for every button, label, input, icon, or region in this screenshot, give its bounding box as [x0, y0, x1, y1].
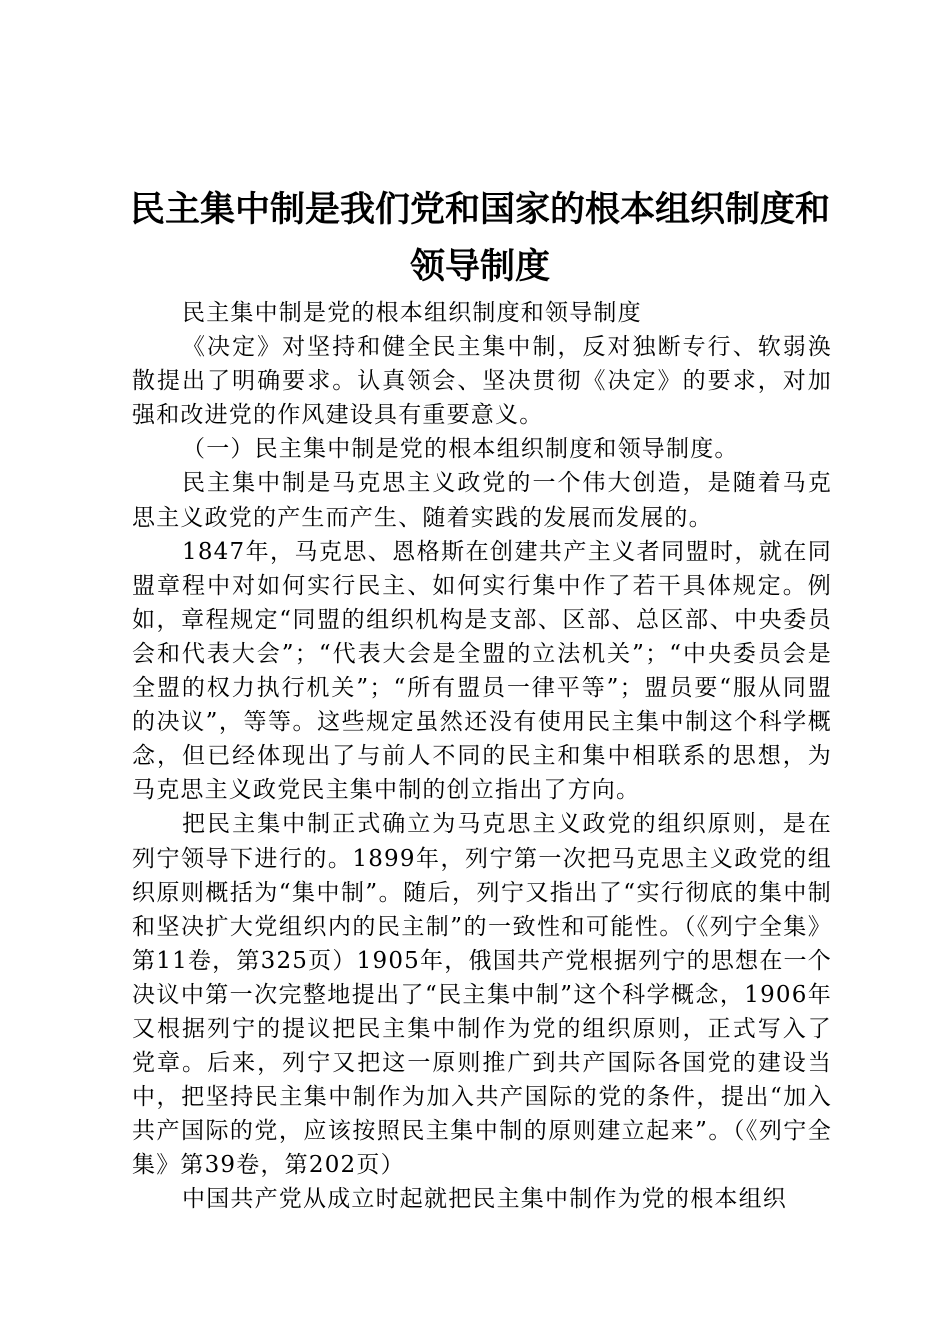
paragraph: 中国共产党从成立时起就把民主集中制作为党的根本组织	[182, 1186, 787, 1213]
document-body	[132, 296, 832, 1217]
document-title-line-2: 领导制度	[409, 247, 550, 287]
paragraph: 民主集中制是马克思主义政党的一个伟大创造，是随着马克思主义政党的产生而产生、随着实践的发展而发展的。	[132, 470, 832, 531]
paragraph: 把民主集中制正式确立为马克思主义政党的组织原则，是在列宁领导下进行的。1899年，列宁第一次把马克思主义政党的组织原则概括为“集中制”。随后，列宁又指出了“实行彻底的集中制和坚决扩大党组织内的民主制”的一致性和可能性。（《列宁全集》第11卷，第325页）1905年，俄国共产党根据列宁的思想在一个决议中第一次完整地提出了“民主集中制”这个科学概念，1906年又根据列宁的提议把民主集中制作为党的组织原则，正式写入了党章。后来，列宁又把这一原则推广到共产国际各国党的建设当中，把坚持民主集中制作为加入共产国际的党的条件，提出“加入共产国际的党，应该按照民主集中制的原则建立起来”。（《列宁全集》第39卷，第202页）	[132, 811, 832, 1179]
paragraph: 1847年，马克思、恩格斯在创建共产主义者同盟时，就在同盟章程中对如何实行民主、如何实行集中作了若干具体规定。例如，章程规定“同盟的组织机构是支部、区部、总区部、中央委员会和代表大会”；“代表大会是全盟的立法机关”；“中央委员会是全盟的权力执行机关”；“所有盟员一律平等”；盟员要“服从同盟的决议”，等等。这些规定虽然还没有使用民主集中制这个科学概念，但已经体现出了与前人不同的民主和集中相联系的思想，为马克思主义政党民主集中制的创立指出了方向。	[132, 538, 832, 804]
paragraph-section-heading: （一）民主集中制是党的根本组织制度和领导制度。	[182, 436, 739, 463]
paragraph-subtitle: 民主集中制是党的根本组织制度和领导制度	[182, 300, 642, 326]
paragraph: 《决定》对坚持和健全民主集中制，反对独断专行、软弱涣散提出了明确要求。认真领会、坚决贯彻《决定》的要求，对加强和改进党的作风建设具有重要意义。	[132, 334, 832, 429]
document-title-line-1: 民主集中制是我们党和国家的根本组织制度和	[129, 190, 830, 230]
